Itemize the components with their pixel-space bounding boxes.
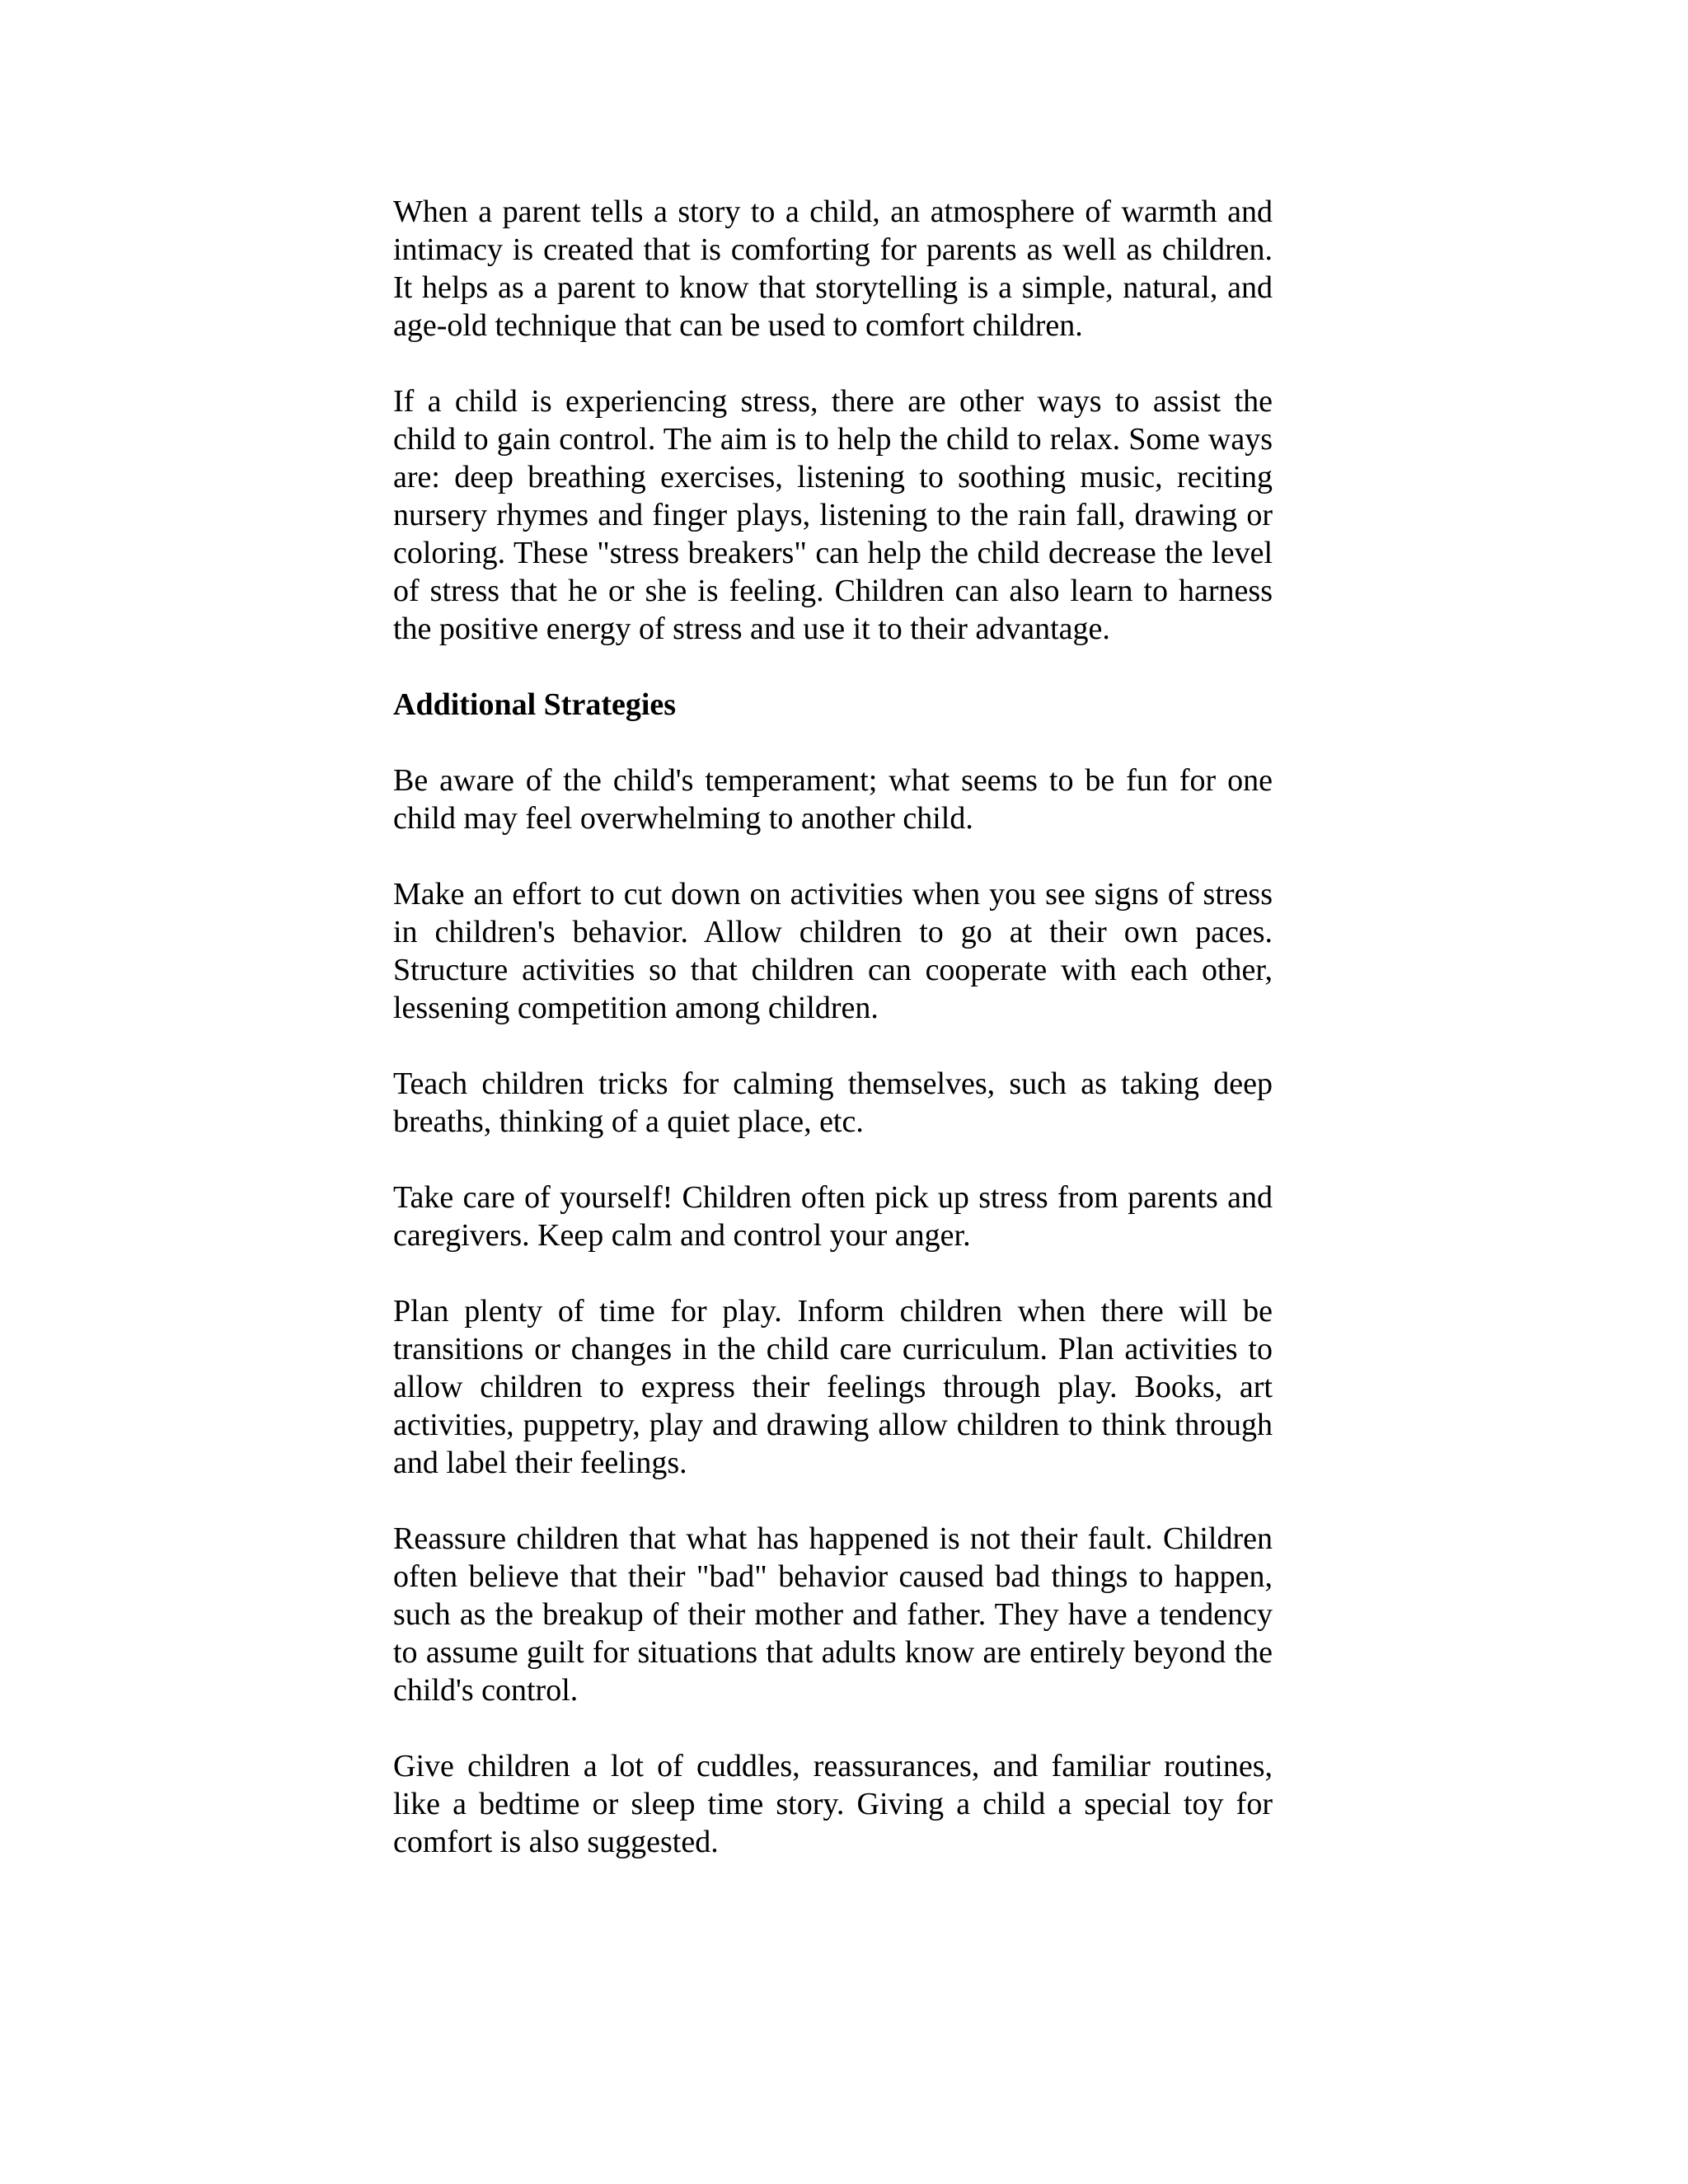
paragraph-stress-breakers: If a child is experiencing stress, there are other ways to assist the child to gain control. The aim is to help the child to relax. Some ways are: deep breathing exercises, listening to soothing music, reciting nursery rhymes and finger plays, listening to the rain fall, drawing or coloring. These "stress breakers" can help the child decrease the level of stress that he or she is feeling. Children can also learn to harness the positive energy of stress and use it to their advantage. [393, 384, 1273, 646]
paragraph-cuddles: Give children a lot of cuddles, reassurances, and familiar routines, like a bedtime or sleep time story. Giving a child a special toy for comfort is also suggested. [393, 1749, 1273, 1859]
paragraph-temperament: Be aware of the child's temperament; what seems to be fun for one child may feel overwhelming to another child. [393, 763, 1273, 836]
section-heading: Additional Strategies [393, 687, 677, 722]
paragraph-storytelling: When a parent tells a story to a child, an atmosphere of warmth and intimacy is created that is comforting for parents as well as children. It helps as a parent to know that storytelling is a simple, natural, and age-old technique that can be used to comfort children. [393, 194, 1273, 343]
paragraph-cut-down-activities: Make an effort to cut down on activities when you see signs of stress in children's behavior. Allow children to go at their own paces. Structure activities so that children can cooperate with each other, lessening competition among children. [393, 877, 1273, 1025]
paragraph-calming-tricks: Teach children tricks for calming themselves, such as taking deep breaths, thinking of a quiet place, etc. [393, 1066, 1273, 1139]
text-column [393, 193, 1273, 1899]
paragraph-reassure: Reassure children that what has happened is not their fault. Children often believe that their "bad" behavior caused bad things to happen, such as the breakup of their mother and father. They have a tendency to assume guilt for situations that adults know are entirely beyond the child's control. [393, 1521, 1273, 1708]
paragraph-plan-play: Plan plenty of time for play. Inform children when there will be transitions or changes in the child care curriculum. Plan activities to allow children to express their feelings through play. Books, art activities, puppetry, play and drawing allow children to think through and label their feelings. [393, 1294, 1273, 1480]
paragraph-take-care: Take care of yourself! Children often pick up stress from parents and caregivers. Keep calm and control your anger. [393, 1180, 1273, 1253]
